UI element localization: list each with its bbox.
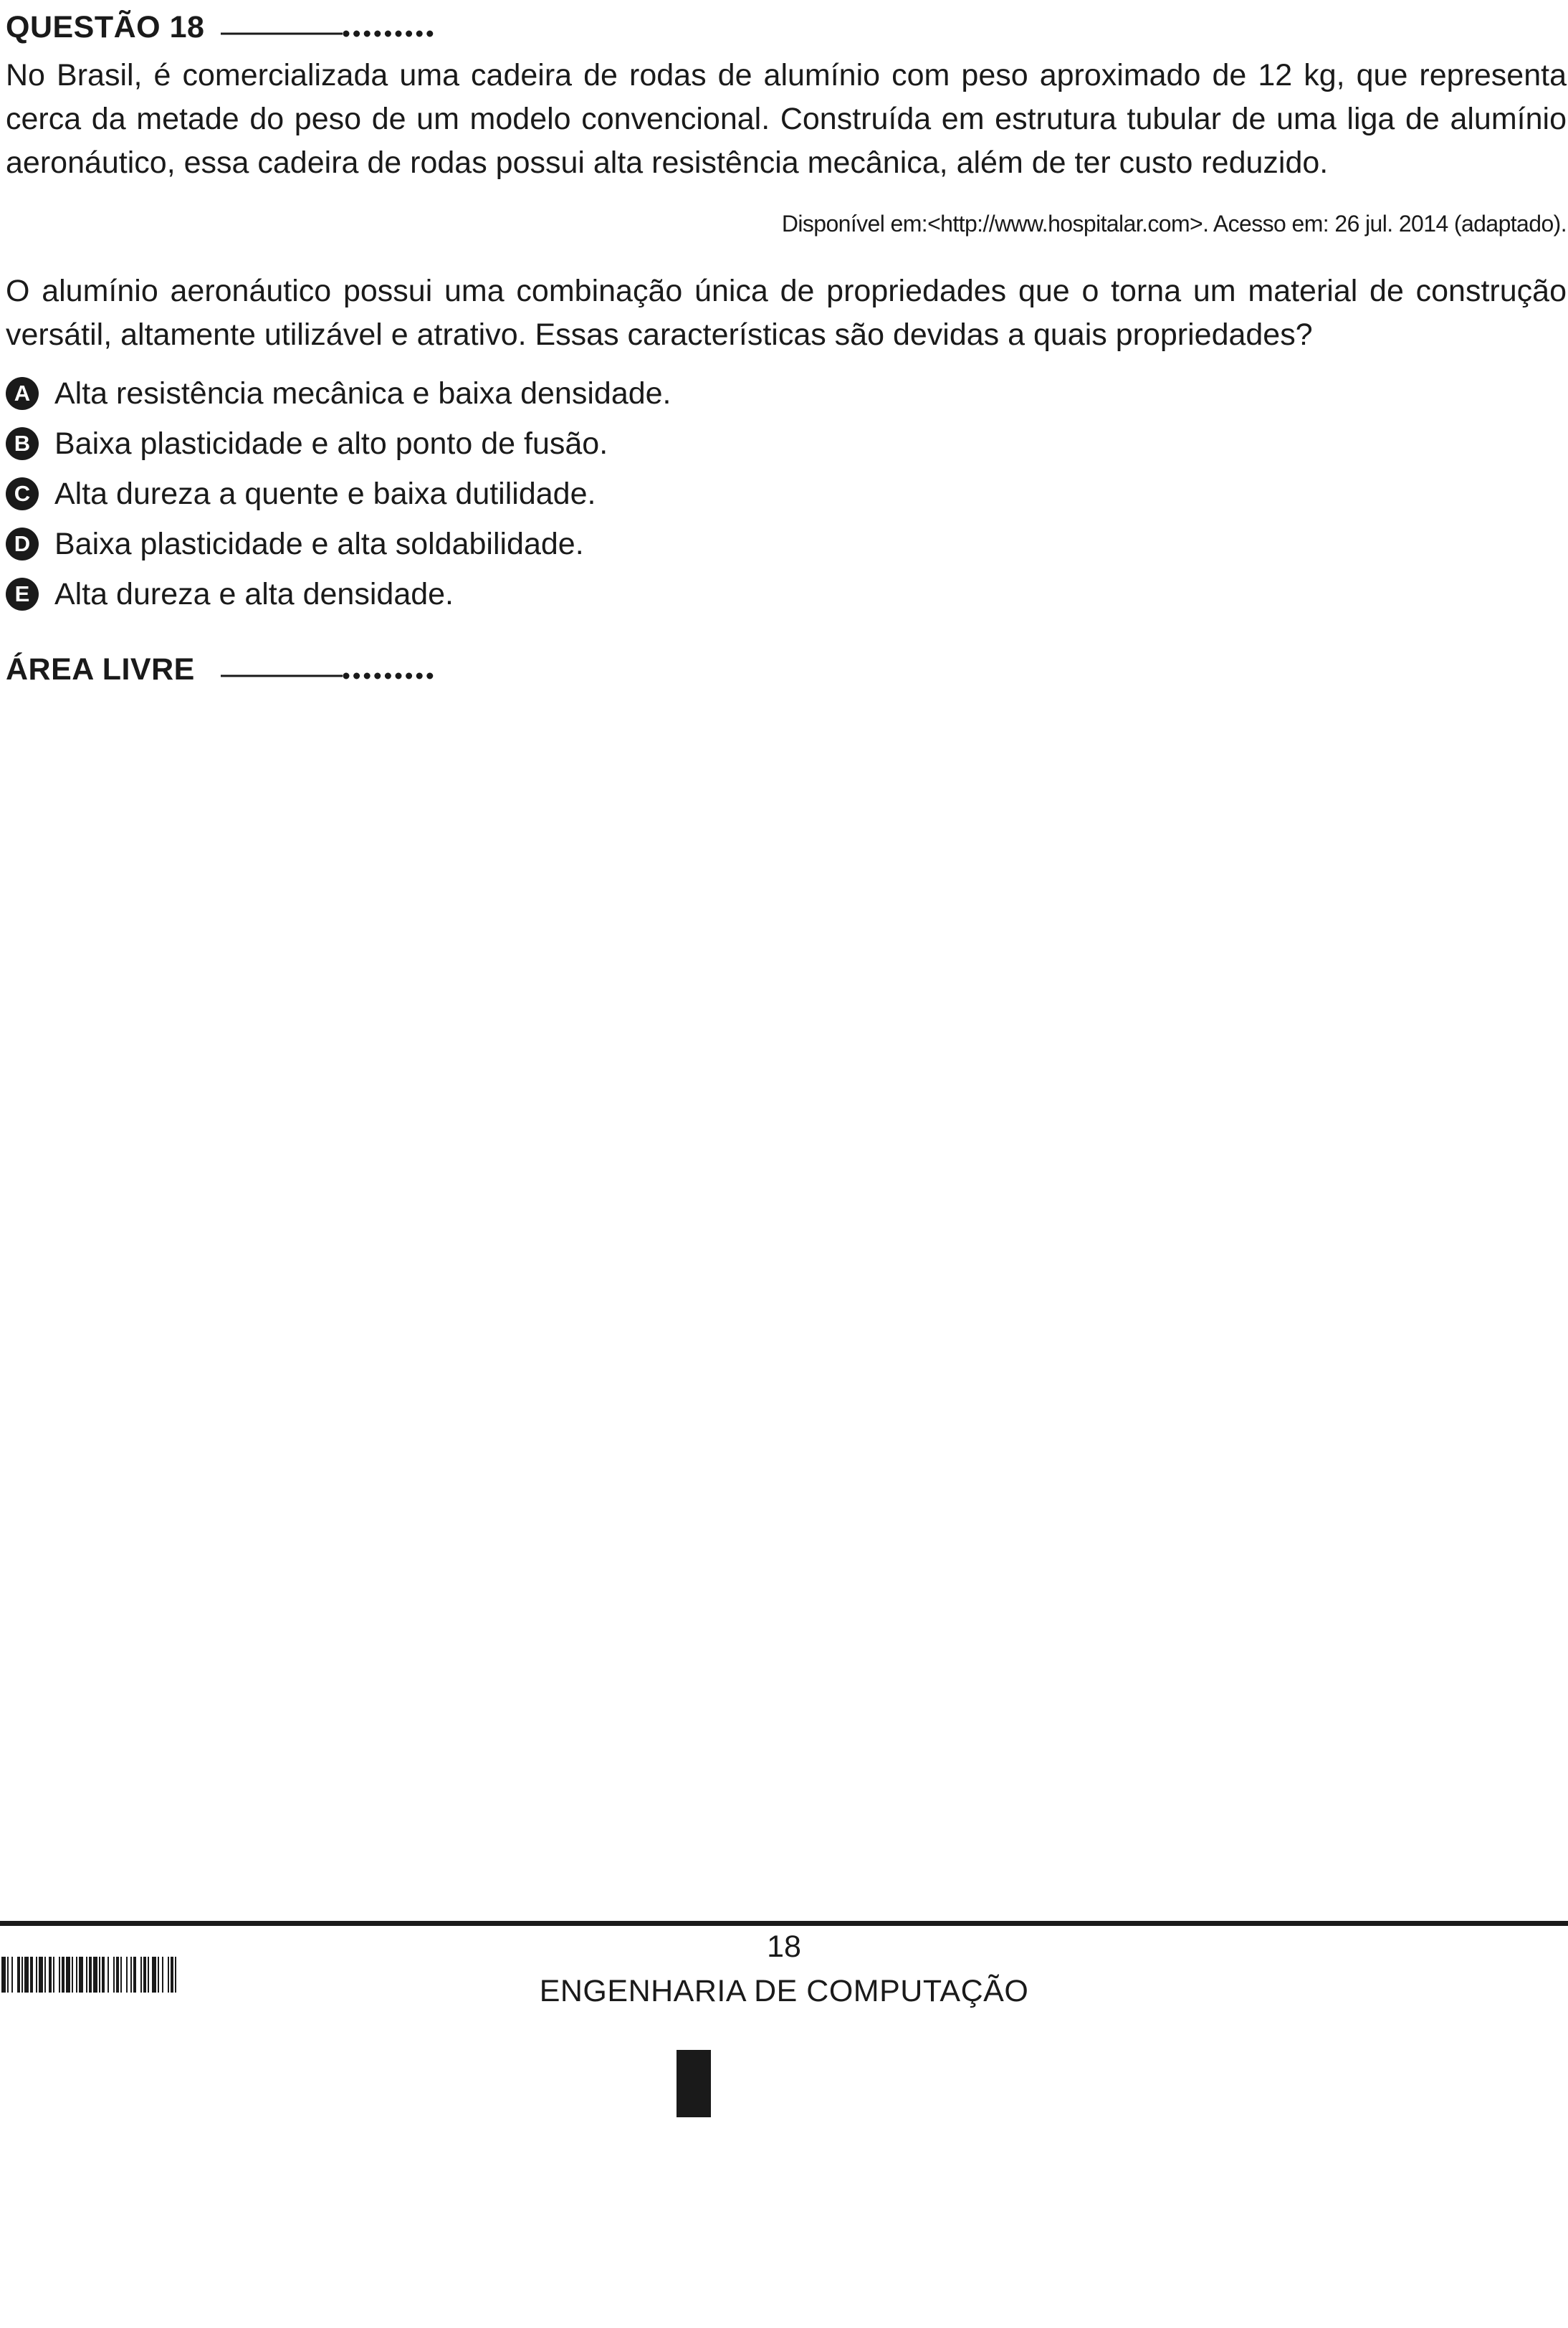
option-letter-badge: E (6, 578, 39, 611)
option-letter-badge: D (6, 528, 39, 560)
option-letter-badge: C (6, 477, 39, 510)
option-b[interactable] (6, 419, 1561, 469)
option-text: Alta resistência mecânica e baixa densidade. (54, 376, 671, 411)
citation-source: Disponível em:<http://www.hospitalar.com>. Acesso em: 26 jul. 2014 (adaptado). (781, 211, 1567, 237)
header-dotted-rule (221, 669, 436, 687)
option-d[interactable] (6, 519, 1561, 569)
option-text: Baixa plasticidade e alta soldabilidade. (54, 526, 584, 561)
free-area-title: ÁREA LIVRE (6, 652, 195, 687)
header-dotted-rule (221, 27, 436, 44)
option-text: Alta dureza a quente e baixa dutilidade. (54, 476, 596, 511)
answer-options (6, 368, 1561, 619)
registration-mark (677, 2050, 711, 2117)
question-title: QUESTÃO 18 (6, 10, 205, 44)
question-header (6, 6, 1568, 49)
option-letter-badge: B (6, 427, 39, 460)
option-letter-badge: A (6, 377, 39, 410)
option-text: Alta dureza e alta densidade. (54, 576, 454, 611)
option-a[interactable] (6, 368, 1561, 419)
option-c[interactable] (6, 469, 1561, 519)
footer-rule (0, 1921, 1568, 1926)
course-name: ENGENHARIA DE COMPUTAÇÃO (539, 1974, 1029, 2008)
free-area-header (6, 648, 1568, 691)
option-e[interactable] (6, 569, 1561, 619)
question-prompt: O alumínio aeronáutico possui uma combinação única de propriedades que o torna um material de construção versátil, altamente utilizável e atrativo. Essas características são devidas a quais propriedades? (6, 274, 1567, 352)
question-paragraph: No Brasil, é comercializada uma cadeira de rodas de alumínio com peso aproximado de 12 kg, que representa cerca da metade do peso de um modelo convencional. Construída em estrutura tubular de uma liga de alumínio aeronáutico, essa cadeira de rodas possui alta resistência mecânica, além de ter custo reduzido. (6, 58, 1567, 180)
page-number: 18 (767, 1929, 801, 1964)
option-text: Baixa plasticidade e alto ponto de fusão. (54, 426, 608, 461)
